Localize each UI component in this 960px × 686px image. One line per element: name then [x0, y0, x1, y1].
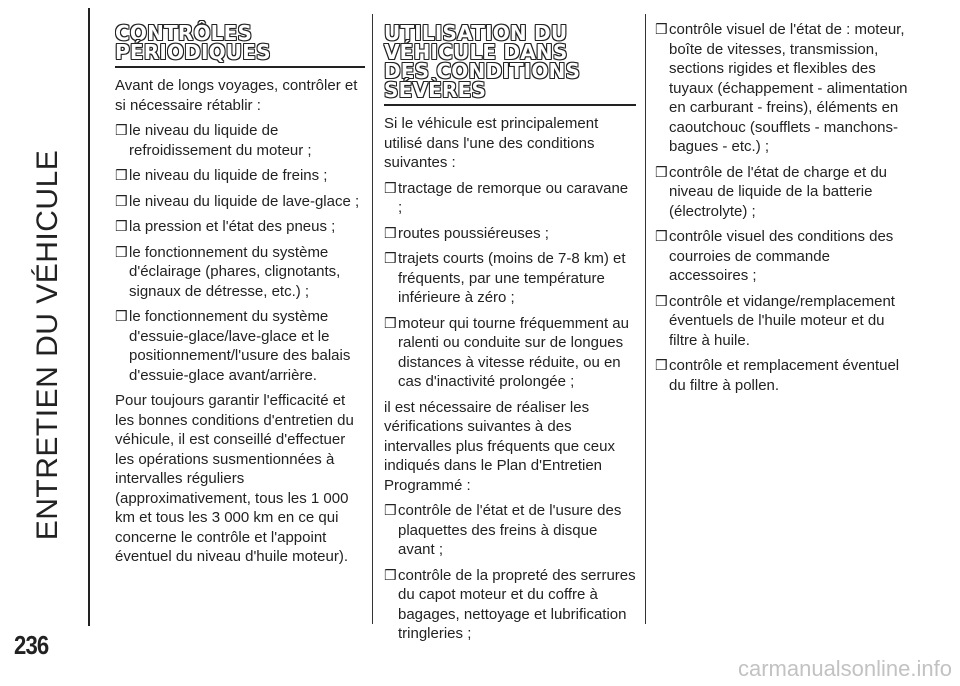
list-item: ❒ routes poussiéreuses ;	[384, 224, 549, 242]
list-item: ❒ trajets courts (moins de 7-8 km) et fréquents, par une température inférieure à zéro ;	[384, 250, 626, 306]
checkbox-icon: ❒	[655, 292, 668, 309]
list-item: ❒ moteur qui tourne fréquemment au ralenti ou conduite sur de longues distances à vitesse réduite, ou en cas d'inactivité prolongée ;	[384, 314, 629, 390]
list-item: ❒ le fonctionnement du système d'éclairage (phares, clignotants, signaux de détresse, etc.) ;	[115, 243, 341, 300]
list-item: ❒ contrôle visuel des conditions des courroies de commande accessoires ;	[655, 228, 894, 284]
checkbox-icon: ❒	[655, 228, 668, 244]
checkbox-icon: ❒	[655, 163, 668, 180]
list-item: ❒ contrôle de l'état et de l'usure des plaquettes des freins à disque avant ;	[384, 502, 622, 558]
list-item: ❒ le fonctionnement du système d'essuie-glace/lave-glace et le positionnement/l'usure des balais d'essuie-glace avant/arrière.	[115, 308, 351, 384]
checkbox-icon: ❒	[115, 167, 128, 183]
checklist	[115, 121, 365, 385]
list-item: ❒ le niveau du liquide de lave-glace ;	[115, 192, 360, 210]
page-number: 236	[14, 630, 49, 660]
checkbox-icon: ❒	[115, 218, 128, 234]
column-divider-2	[645, 14, 646, 624]
watermark: carmanualsonline.info	[737, 656, 952, 681]
checkbox-icon: ❒	[655, 21, 668, 37]
checkbox-icon: ❒	[384, 566, 397, 583]
list-item: ❒ contrôle visuel de l'état de : moteur, boîte de vitesses, transmission, sections rigides et flexibles des tuyaux (échappement - alimentation en carburant - freins), éléments en caoutchouc (soufflets - manchons- bagues - etc.) ;	[655, 21, 908, 155]
heading-periodic-checks: CONTRÔLES PÉRIODIQUES	[115, 24, 365, 68]
list-item: ❒ contrôle et remplacement éventuel du filtre à pollen.	[655, 357, 900, 394]
column-severe-conditions	[384, 21, 636, 650]
checkbox-icon: ❒	[115, 192, 128, 209]
list-item: ❒ contrôle et vidange/remplacement éventuels de l'huile moteur et du filtre à huile.	[655, 292, 895, 349]
section-divider	[88, 8, 90, 626]
checkbox-icon: ❒	[384, 179, 397, 196]
checkbox-icon: ❒	[384, 224, 397, 241]
checkbox-icon: ❒	[384, 314, 397, 331]
checkbox-icon: ❒	[384, 502, 397, 518]
intro-text: Si le véhicule est principalement utilisé dans l'une des conditions suivantes :	[384, 115, 599, 171]
list-item: ❒ tractage de remorque ou caravane ;	[384, 179, 629, 216]
checkbox-icon: ❒	[115, 308, 128, 324]
list-item: ❒ le niveau du liquide de refroidissement du moteur ;	[115, 122, 312, 159]
verifications-list	[384, 501, 636, 644]
outro-text: Pour toujours garantir l'efficacité et les bonnes conditions d'entretien du véhicule, il est conseillé d'effectuer les opérations susmentionnées à intervalles réguliers (approximativement, tous les 1 000 km et tous les 3 000 km en ce qui concerne le contrôle et l'appoint éventuel du niveau d'huile moteur).	[115, 392, 354, 565]
checkbox-icon: ❒	[655, 357, 668, 373]
checkbox-icon: ❒	[115, 243, 128, 260]
middle-text: il est nécessaire de réaliser les vérifications suivantes à des intervalles plus fréquents que ceux indiqués dans le Plan d'Entretien Programmé :	[384, 398, 615, 494]
list-item: ❒ le niveau du liquide de freins ;	[115, 167, 328, 184]
list-item: ❒ contrôle de la propreté des serrures du capot moteur et du coffre à bagages, nettoyage et lubrification tringleries ;	[384, 566, 636, 642]
column-divider-1	[372, 14, 373, 624]
list-item: ❒ contrôle de l'état de charge et du niveau de liquide de la batterie (électrolyte) ;	[655, 163, 888, 220]
conditions-list	[384, 179, 636, 392]
list-item: ❒ la pression et l'état des pneus ;	[115, 218, 336, 235]
verifications-list-continued	[655, 20, 913, 395]
heading-severe-conditions: UTILISATION DU VÉHICULE DANS DES CONDITIONS SÉVÈRES	[384, 24, 636, 106]
checkbox-icon: ❒	[115, 122, 128, 138]
column-verifications-continued	[655, 20, 913, 401]
column-periodic-checks	[115, 21, 365, 573]
section-title: ENTRETIEN DU VÉHICULE	[31, 149, 64, 541]
intro-text: Avant de longs voyages, contrôler et si nécessaire rétablir :	[115, 77, 358, 114]
checkbox-icon: ❒	[384, 250, 397, 266]
